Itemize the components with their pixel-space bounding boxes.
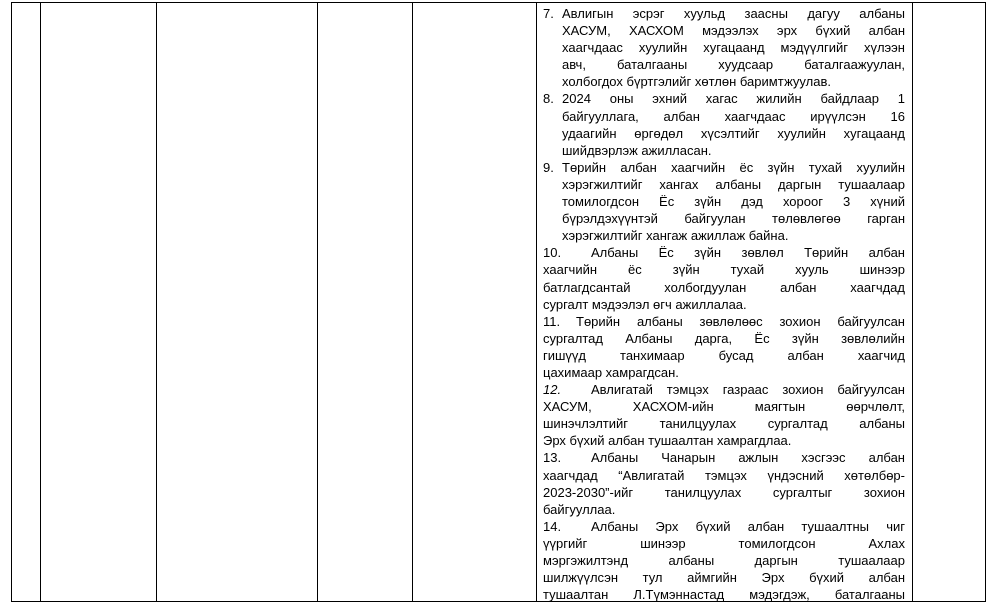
item-line: шинэчлэлтийг танилцуулах сургалтад албаны — [543, 416, 905, 432]
item-number: 9. — [543, 159, 554, 175]
item-line: Авлигатай тэмцэх газраас зохион байгуулсан — [591, 382, 905, 398]
list-item — [543, 518, 905, 603]
column-border — [317, 2, 318, 602]
item-line: сургалт мэдээлэл өгч ажиллалаа. — [543, 296, 747, 312]
item-line: Албаны Эрх бүхий албан тушаалтны чиг — [591, 518, 905, 534]
item-line: 2023-2030”-ийг танилцуулах сургалтыг зохион — [543, 484, 905, 500]
item-line: сургалтад Албаны дарга, Ёс зүйн зөвлөлийн — [543, 330, 905, 346]
item-line: гишүүд танхимаар бусад албан хаагчид — [543, 347, 905, 363]
item-line: ХАСУМ, ХАСХОМ мэдээлэх эрх бүхий албан — [562, 23, 905, 39]
item-line: үүргийг шинээр томилогдсон Ахлах — [543, 535, 905, 551]
table-top-border — [11, 2, 985, 3]
item-line: тушаалтан Л.Түмэннастад мэдэгдэж, баталгааны — [543, 587, 905, 603]
column-border — [412, 2, 413, 602]
item-number: 13. — [543, 450, 562, 466]
list-item — [543, 313, 905, 381]
item-number: 14. — [543, 518, 562, 534]
list-item — [543, 5, 905, 90]
column-border — [40, 2, 41, 602]
item-line: Төрийн албан хаагчийн ёс зүйн тухай хуулийн — [562, 159, 905, 175]
item-line: Авлигын эсрэг хуульд заасны дагуу албаны — [562, 6, 905, 21]
item-line: хэрэгжилтийг хангах албаны даргын тушаалаар — [562, 176, 905, 192]
item-number: 7. — [543, 6, 554, 21]
item-line: байгууллаа. — [543, 501, 616, 517]
list-item — [543, 244, 905, 312]
item-line: ХАСУМ, ХАСХОМ-ийн маягтын өөрчлөлт, — [543, 399, 905, 415]
item-line: Албаны Чанарын ажлын хэсгээс албан — [591, 450, 905, 466]
column-border — [912, 2, 913, 602]
item-line: Эрх бүхий албан тушаалтан хамрагдлаа. — [543, 433, 792, 449]
item-number: 11. — [543, 313, 561, 329]
list-item — [543, 90, 905, 158]
item-line: бүрэлдэхүүнтэй байгуулан төлөвлөгөө гарган — [562, 211, 905, 227]
item-line: авч, баталгааны хуудсаар баталгаажуулан, — [562, 57, 905, 73]
column-border — [156, 2, 157, 602]
item-line: хэрэгжилтийг хангаж ажиллаж байна. — [562, 228, 789, 244]
item-line: хаагчдаас хуулийн хугацаанд мэдүүлгийг хүлээн — [562, 40, 905, 56]
column-border — [536, 2, 537, 602]
item-line: байгууллага, албан хаагчдаас ирүүлсэн 16 — [562, 108, 905, 124]
list-item — [543, 449, 905, 517]
item-line: 2024 оны эхний хагас жилийн байдлаар 1 — [562, 91, 905, 107]
item-line: шийдвэрлэж ажилласан. — [562, 142, 712, 158]
item-line: хаагчийн ёс зүйн тухай хууль шинээр — [543, 262, 905, 278]
item-line: томилогдсон Ёс зүйн дэд хороог 3 хүний — [562, 194, 905, 210]
item-line: Төрийн албаны зөвлөлөөс зохион байгуулсан — [576, 313, 905, 329]
activity-description-cell — [543, 5, 905, 603]
item-line: мэргэжилтэнд албаны даргын тушаалаар — [543, 553, 905, 568]
item-line: шилжүүлсэн тул аймгийн Эрх бүхий албан — [543, 570, 905, 586]
column-border — [11, 2, 12, 602]
item-number: 10. — [543, 245, 562, 261]
item-line: удаагийн өргөдөл хүсэлтийг хуулийн хугацаанд — [562, 125, 905, 141]
list-item — [543, 381, 905, 449]
item-line: Албаны Ёс зүйн зөвлөл Төрийн албан — [591, 245, 905, 261]
item-line: цахимаар хамрагдсан. — [543, 364, 679, 380]
item-line: хаагчдад “Авлигатай тэмцэх үндэсний хөтөлбөр- — [543, 467, 905, 483]
item-line: холбогдох бүртгэлийг хөтлөн баримтжуулав. — [562, 74, 831, 90]
item-number: 12. — [543, 382, 562, 398]
item-number: 8. — [543, 91, 554, 107]
list-item — [543, 159, 905, 244]
item-line: батлагдсантай холбогдуулан албан хаагчдад — [543, 279, 905, 295]
column-border — [985, 2, 986, 602]
